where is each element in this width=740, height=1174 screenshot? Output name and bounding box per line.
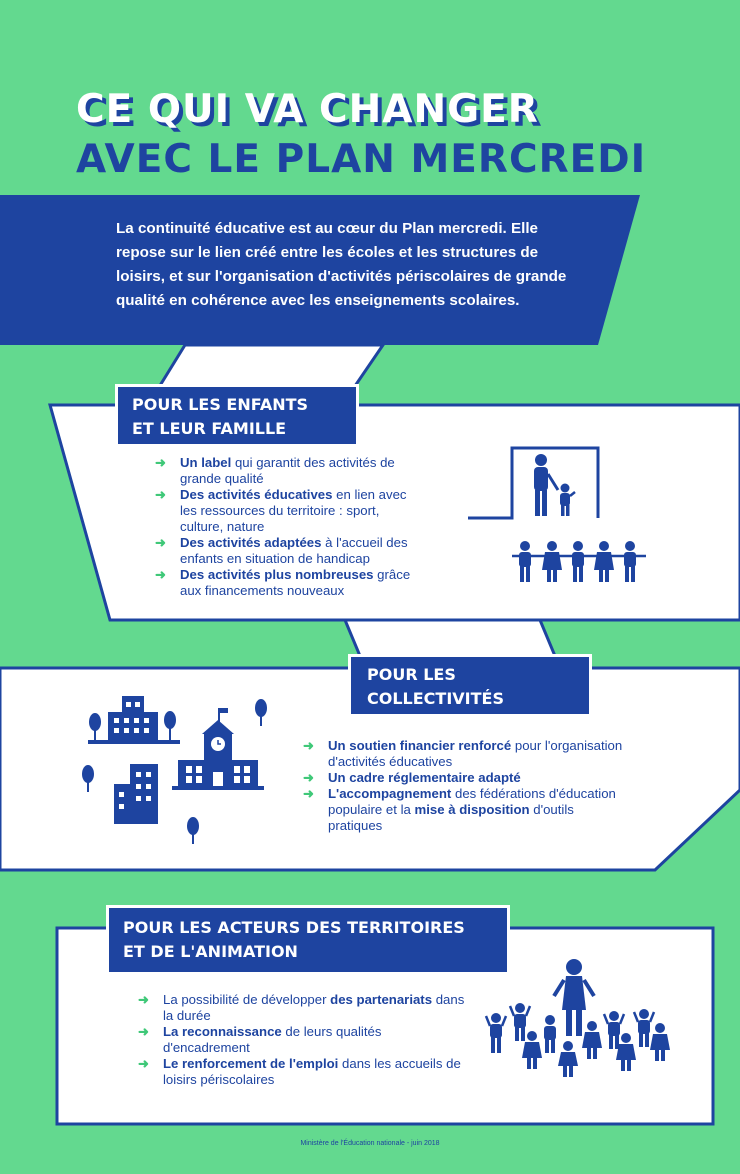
item-text: à l'accueil des enfants en situation de handicap (180, 535, 408, 566)
list-item (303, 738, 623, 770)
section-3-heading-line-2: ET DE L'ANIMATION (123, 942, 298, 961)
arrow-icon: ➜ (155, 487, 167, 502)
item-text: qui garantit des activités de grande qualité (180, 455, 395, 486)
section-3-list (138, 992, 468, 1088)
section-1-heading-line-2: ET LEUR FAMILLE (132, 419, 287, 438)
adult-child-doorway-icon (468, 446, 608, 526)
section-1-heading (118, 387, 356, 444)
section-3-heading-line-1: POUR LES ACTEURS DES TERRITOIRES (123, 918, 465, 937)
item-text-2: d'outils pratiques (328, 802, 574, 833)
children-holding-hands-icon (512, 540, 646, 584)
item-text: pour l'organisation d'activités éducatives (328, 738, 623, 769)
animator-with-children-icon (484, 958, 674, 1080)
item-bold: Des activités plus nombreuses (180, 567, 374, 582)
arrow-icon: ➜ (155, 535, 167, 550)
section-1-heading-line-1: POUR LES ENFANTS (132, 395, 309, 414)
item-bold: Un label (180, 455, 232, 470)
arrow-icon: ➜ (303, 738, 315, 753)
item-text: dans les accueils de loisirs périscolaires (163, 1056, 461, 1087)
footer-credit: Ministère de l'Éducation nationale - juin 2018 (300, 1140, 440, 1147)
list-item (155, 567, 425, 599)
item-text: de leurs qualités d'encadrement (163, 1024, 382, 1055)
item-bold: Le renforcement de l'emploi (163, 1056, 339, 1071)
section-2-list (303, 738, 623, 834)
arrow-icon: ➜ (303, 770, 315, 785)
list-item (155, 535, 425, 567)
item-bold-2: mise à disposition (414, 802, 530, 817)
arrow-icon: ➜ (155, 455, 167, 470)
item-bold: Un soutien financier renforcé (328, 738, 512, 753)
section-2-heading-line-1: POUR LES (367, 665, 456, 684)
item-text-pre: La possibilité de développer (163, 992, 331, 1007)
title-line-1: CE QUI VA CHANGER (76, 87, 539, 132)
item-bold: Des activités adaptées (180, 535, 322, 550)
item-text: des fédérations d'éducation populaire et la (328, 786, 616, 817)
item-text: dans la durée (163, 992, 465, 1023)
arrow-icon: ➜ (155, 567, 167, 582)
section-2-heading (351, 657, 589, 714)
item-bold: La reconnaissance (163, 1024, 282, 1039)
item-text: grâce aux financements nouveaux (180, 567, 411, 598)
title-line-2: AVEC LE PLAN MERCREDI (76, 137, 647, 182)
section-3-heading (109, 908, 507, 972)
list-item (155, 487, 425, 535)
item-bold: Des activités éducatives (180, 487, 333, 502)
list-item (303, 786, 623, 834)
list-item (138, 992, 468, 1024)
item-bold: Un cadre réglementaire adapté (328, 770, 521, 785)
item-text: en lien avec les ressources du territoire : sport, culture, nature (180, 487, 407, 534)
item-bold: L'accompagnement (328, 786, 452, 801)
list-item (155, 455, 425, 487)
arrow-icon: ➜ (138, 1024, 150, 1039)
school-building-icon (172, 706, 264, 792)
list-item (138, 1056, 468, 1088)
item-bold: des partenariats (330, 992, 433, 1007)
section-1-list (155, 455, 425, 599)
arrow-icon: ➜ (138, 1056, 150, 1071)
arrow-icon: ➜ (138, 992, 150, 1007)
section-2-heading-line-2: COLLECTIVITÉS (367, 689, 504, 708)
arrow-icon: ➜ (303, 786, 315, 801)
list-item (138, 1024, 468, 1056)
list-item (303, 770, 623, 786)
intro-text: La continuité éducative est au cœur du Plan mercredi. Elle repose sur le lien créé entre les écoles et les structures de loisirs, et sur l'organisation d'activités périscolaires de grande qualité en cohérence avec les enseignements scolaires. (116, 220, 567, 309)
